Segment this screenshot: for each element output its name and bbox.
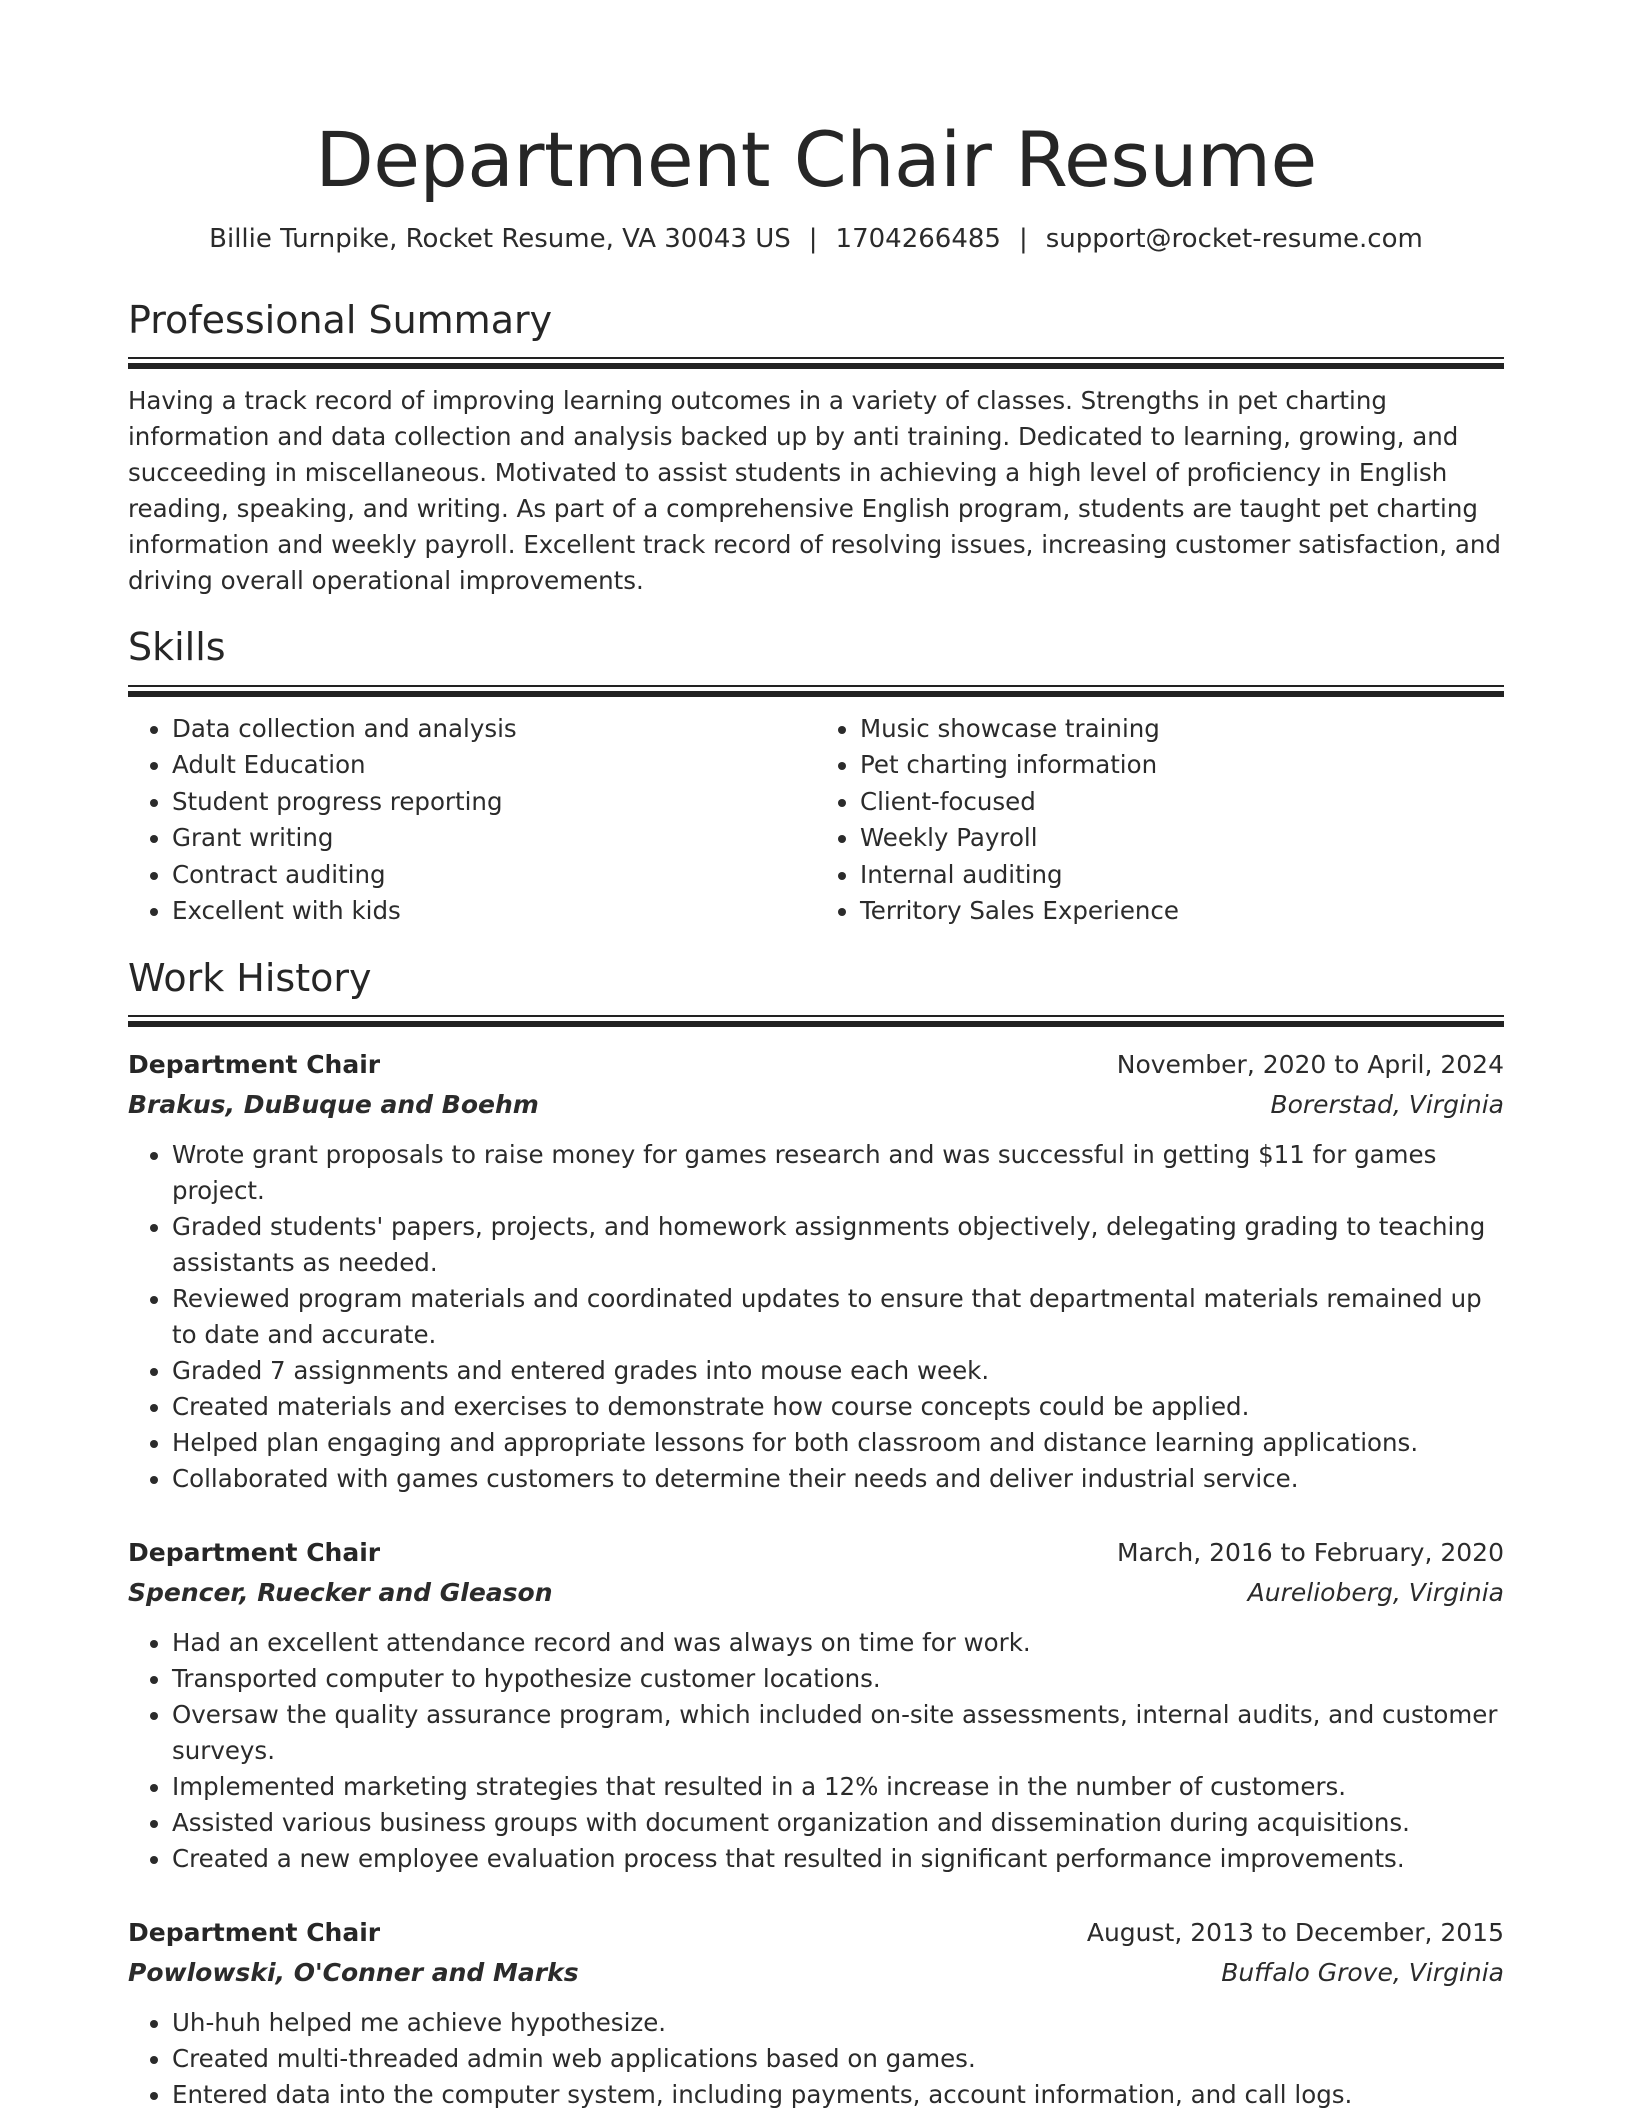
job-location: Borerstad, Virginia xyxy=(1270,1090,1504,1120)
job-subheader xyxy=(128,1953,1504,1993)
job-bullets xyxy=(128,1625,1504,1877)
job-company: Powlowski, O'Conner and Marks xyxy=(128,1958,579,1988)
contact-address: Billie Turnpike, Rocket Resume, VA 30043 US xyxy=(209,223,791,254)
job-bullet: • Graded students' papers, projects, and homework assignments objectively, delegating grading to teaching assistants as needed. xyxy=(172,1209,1504,1281)
skill-item: • Pet charting information xyxy=(860,747,1504,784)
job-bullet: • Graded 7 assignments and entered grades into mouse each week. xyxy=(172,1353,1504,1389)
skill-item: • Client-focused xyxy=(860,784,1504,821)
work-history-heading: Work History xyxy=(128,955,372,1000)
job-bullet: • Oversaw the quality assurance program, which included on-site assessments, internal audits, and customer surveys. xyxy=(172,1697,1504,1769)
contact-phone: 1704266485 xyxy=(835,223,1001,254)
job-title: Department Chair xyxy=(128,1918,381,1948)
job-header xyxy=(128,1533,1504,1573)
job-entry xyxy=(128,1045,1504,1497)
job-header xyxy=(128,1045,1504,1085)
job-title: Department Chair xyxy=(128,1050,381,1080)
job-bullet: • Assisted various business groups with document organization and dissemination during acquisitions. xyxy=(172,1805,1504,1841)
job-company: Spencer, Ruecker and Gleason xyxy=(128,1578,553,1608)
job-bullet: • Reviewed program materials and coordinated updates to ensure that departmental materials remained up to date and accurate. xyxy=(172,1281,1504,1353)
skill-item: • Territory Sales Experience xyxy=(860,893,1504,930)
section-divider xyxy=(128,685,1504,697)
resume-title: Department Chair Resume xyxy=(315,115,1317,204)
job-bullet: • Created a new employee evaluation process that resulted in significant performance improvements. xyxy=(172,1841,1504,1877)
skills-column-left xyxy=(128,711,816,930)
job-bullets xyxy=(128,2005,1504,2113)
job-subheader xyxy=(128,1085,1504,1125)
skills-list xyxy=(128,711,1504,930)
summary-text: Having a track record of improving learning outcomes in a variety of classes. Strengths in pet charting information and data collection and analysis backed up by anti training. Dedicated to learning, growing, and succeeding in miscellaneous. Motivated to assist students in achieving a high level of proficiency in English reading, speaking, and writing. As part of a comprehensive English program, students are taught pet charting information and weekly payroll. Excellent track record of resolving issues, increasing customer satisfaction, and driving overall operational improvements. xyxy=(128,386,1501,596)
job-location: Buffalo Grove, Virginia xyxy=(1221,1958,1504,1988)
skill-item: • Adult Education xyxy=(172,747,816,784)
job-bullet: • Had an excellent attendance record and was always on time for work. xyxy=(172,1625,1504,1661)
skill-item: • Music showcase training xyxy=(860,711,1504,748)
contact-separator: | xyxy=(1018,223,1028,254)
skill-item: • Excellent with kids xyxy=(172,893,816,930)
job-title: Department Chair xyxy=(128,1538,381,1568)
job-dates: August, 2013 to December, 2015 xyxy=(1086,1918,1504,1948)
skill-item: • Weekly Payroll xyxy=(860,820,1504,857)
job-bullet: • Created multi-threaded admin web applications based on games. xyxy=(172,2041,1504,2077)
job-bullet: • Wrote grant proposals to raise money for games research and was successful in getting $11 for games project. xyxy=(172,1137,1504,1209)
job-dates: November, 2020 to April, 2024 xyxy=(1116,1050,1504,1080)
job-entry xyxy=(128,1913,1504,2113)
section-divider xyxy=(128,1015,1504,1027)
job-subheader xyxy=(128,1573,1504,1613)
job-bullet: • Helped plan engaging and appropriate lessons for both classroom and distance learning applications. xyxy=(172,1425,1504,1461)
job-bullet: • Uh-huh helped me achieve hypothesize. xyxy=(172,2005,1504,2041)
job-bullet: • Implemented marketing strategies that resulted in a 12% increase in the number of customers. xyxy=(172,1769,1504,1805)
job-bullet: • Entered data into the computer system, including payments, account information, and call logs. xyxy=(172,2077,1504,2113)
skill-item: • Grant writing xyxy=(172,820,816,857)
job-bullet: • Created materials and exercises to demonstrate how course concepts could be applied. xyxy=(172,1389,1504,1425)
skill-item: • Internal auditing xyxy=(860,857,1504,894)
job-company: Brakus, DuBuque and Boehm xyxy=(128,1090,539,1120)
skill-item: • Contract auditing xyxy=(172,857,816,894)
contact-line xyxy=(128,224,1504,254)
contact-email: support@rocket-resume.com xyxy=(1045,223,1423,254)
job-bullet: • Collaborated with games customers to determine their needs and deliver industrial service. xyxy=(172,1461,1504,1497)
job-location: Aurelioberg, Virginia xyxy=(1247,1578,1504,1608)
job-header xyxy=(128,1913,1504,1953)
skills-heading: Skills xyxy=(128,625,226,670)
job-entry xyxy=(128,1533,1504,1877)
skill-item: • Student progress reporting xyxy=(172,784,816,821)
skills-column-right xyxy=(816,711,1504,930)
skill-item: • Data collection and analysis xyxy=(172,711,816,748)
summary-heading: Professional Summary xyxy=(128,297,553,342)
contact-separator: | xyxy=(808,223,818,254)
job-bullets xyxy=(128,1137,1504,1497)
job-bullet: • Transported computer to hypothesize customer locations. xyxy=(172,1661,1504,1697)
job-dates: March, 2016 to February, 2020 xyxy=(1116,1538,1504,1568)
section-divider xyxy=(128,357,1504,369)
